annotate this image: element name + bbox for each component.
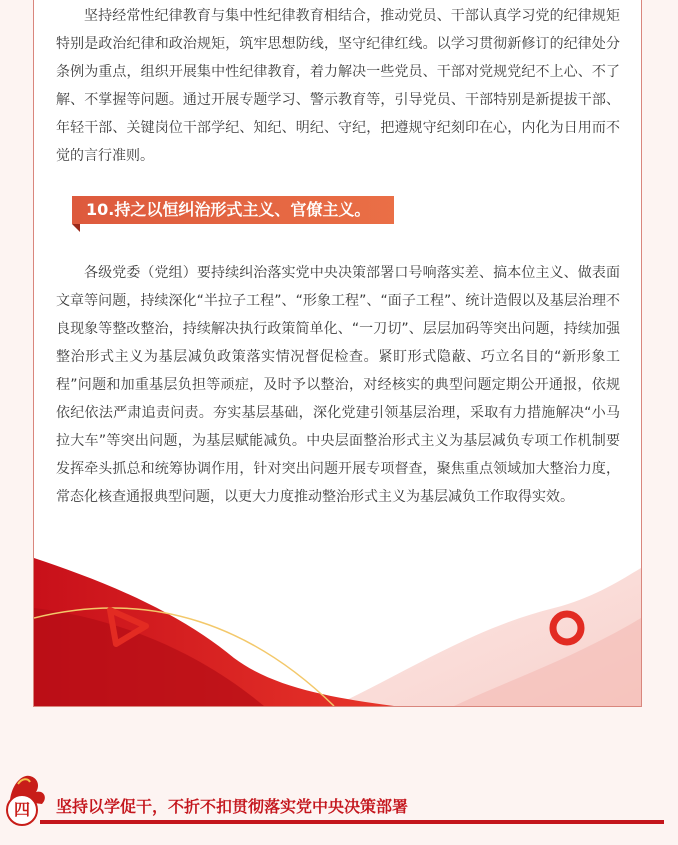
paragraph: 各级党委（党组）要持续纠治落实党中央决策部署口号响落实差、搞本位主义、做表面文章等问题，持续深化“半拉子工程”、“形象工程”、“面子工程”、统计造假以及基层治理不良现象等整改整治，持续解决执行政策简单化、“一刀切”、层层加码等突出问题，持续加强整治形式主义为基层减负政策落实情况督促检查。紧盯形式隐蔽、巧立名目的“新形象工程”问题和加重基层负担等顽症，及时予以整治，对经核实的典型问题定期公开通报，依规依纪依法严肃追责问责。夯实基层基础，深化党建引领基层治理，采取有力措施解决“小马拉大车”等突出问题，为基层赋能减负。中央层面整治形式主义为基层减负专项工作机制要发挥牵头抓总和统筹协调作用，针对突出问题开展专项督查，聚焦重点领域加大整治力度，常态化核查通报典型问题，以更大力度推动整治形式主义为基层减负工作取得实效。 <box>56 265 620 505</box>
banner-fold-decoration <box>72 224 80 232</box>
section-title: 坚持以学促干，不折不扣贯彻落实党中央决策部署 <box>56 797 409 816</box>
section-title-rule <box>40 820 664 824</box>
section-number-badge: 四 <box>6 794 38 826</box>
article-card <box>33 0 642 707</box>
section-heading-banner: 10.持之以恒纠治形式主义、官僚主义。 <box>72 196 394 224</box>
next-section-header <box>0 770 678 830</box>
red-wave-decoration <box>34 548 641 706</box>
paragraph: 坚持经常性纪律教育与集中性纪律教育相结合，推动党员、干部认真学习党的纪律规矩特别是政治纪律和政治规矩，筑牢思想防线，坚守纪律红线。以学习贯彻新修订的纪律处分条例为重点，组织开展集中性纪律教育，着力解决一些党员、干部对党规党纪不上心、不了解、不掌握等问题。通过开展专题学习、警示教育等，引导党员、干部特别是新提拔干部、年轻干部、关键岗位干部学纪、知纪、明纪、守纪，把遵规守纪刻印在心，内化为日用而不觉的言行准则。 <box>56 8 620 164</box>
